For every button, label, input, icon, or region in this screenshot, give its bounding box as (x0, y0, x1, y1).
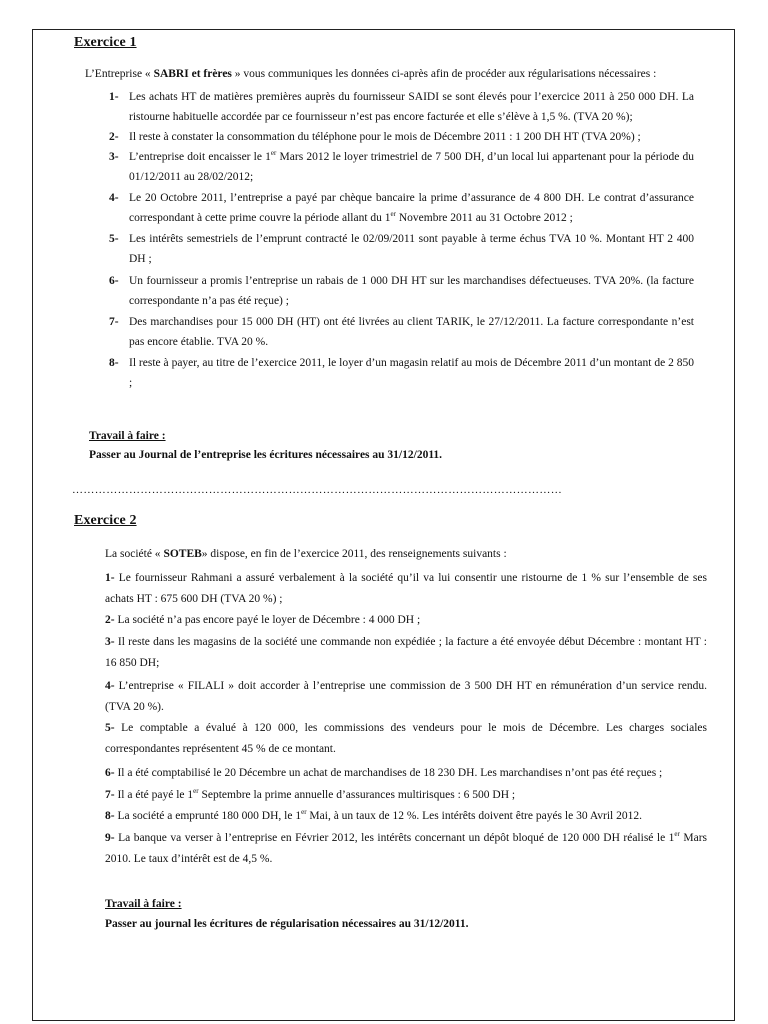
exercise-1-title: Exercice 1 (74, 35, 137, 50)
section-separator: ………………………………………………………………………………………………………………… (72, 484, 563, 496)
exercise-1-work-heading: Travail à faire : (89, 430, 166, 442)
exercise-1-intro: L’Entreprise « SABRI et frères » vous communiques les données ci-après afin de procéder aux régularisations nécessaires : (85, 68, 657, 80)
exercise-2-title: Exercice 2 (74, 513, 137, 528)
exercise-2-work-heading: Travail à faire : (105, 898, 182, 910)
exercise-2-work-text: Passer au journal les écritures de régularisation nécessaires au 31/12/2011. (105, 918, 469, 930)
exercise-2-intro: La société « SOTEB» dispose, en fin de l’exercice 2011, des renseignements suivants : (105, 548, 507, 560)
exercise-1-work-text: Passer au Journal de l’entreprise les écritures nécessaires au 31/12/2011. (89, 449, 443, 461)
